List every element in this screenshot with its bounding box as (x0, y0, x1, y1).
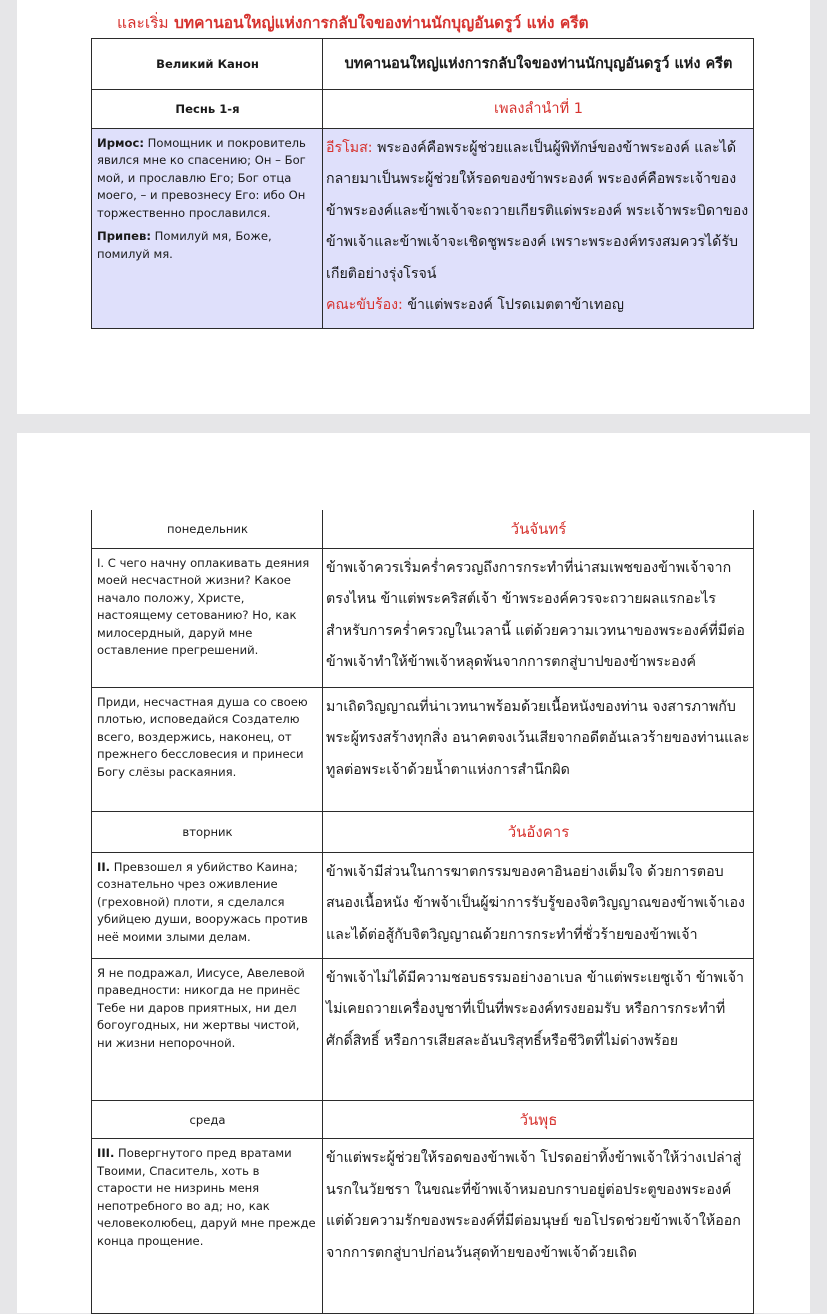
title-prefix: และเริ่ม (117, 14, 169, 32)
irmos-label-th: อีรโมส: (326, 139, 373, 156)
irmos-text-th: พระองค์คือพระผู้ช่วยและเป็นผู้พิทักษ์ของข้าพระองค์ และได้กลายมาเป็นพระผู้ช่วยให้รอดของข้าพระองค์ พระองค์คือพระเจ้าของข้าพระองค์และข้าพเจ้าจะถวายเกียรติแด่พระองค์ พระเจ้าพระบิดาของข้าพเจ้าและข้าพเจ้าจะเชิดชูพระองค์ เพราะพระองค์ทรงสมควรได้รับเกียติอย่างรุ่งโรจน์ (326, 139, 749, 282)
day-th: วันพุธ (323, 1100, 754, 1139)
irmos-th (323, 128, 754, 328)
verse-ru: Я не подражал, Иисусе, Авелевой праведности: никогда не принёс Тебе ни даров приятных, ни дел богоугодных, ни жертвы чистой, ни жизни непорочной. (92, 958, 323, 1100)
refrain-label-ru: Припев: (97, 229, 151, 243)
canon-table-verses (91, 510, 754, 1314)
verse-number: II. (97, 859, 111, 874)
page-1 (17, 0, 810, 414)
table-row (92, 958, 754, 1100)
verse-ru (92, 852, 323, 958)
verse-th: มาเถิดวิญญาณที่น่าเวทนาพร้อมด้วยเนื้อหนังของท่าน จงสารภาพกับพระผู้ทรงสร้างทุกสิ่ง อนาคตจงเว้นเสียจากอดีตอันเลวร้ายของท่านและทูลต่อพระเจ้าด้วยน้ำตาแห่งการสำนึกผิด (323, 687, 754, 811)
verse-th: ข้าพเจ้ามีส่วนในการฆาตกรรมของคาอินอย่างเต็มใจ ด้วยการตอบสนองเนื้อหนัง ข้าพจ้าเป็นผู้ฆ่าการรับรู้ของจิตวิญญาณของข้าพเจ้าเอง และได้ต่อสู้กับจิตวิญญาณด้วยการกระทำที่ชั่วร้ายของข้าพเจ้า (323, 852, 754, 958)
day-ru: понедельник (92, 510, 323, 548)
irmos-text-ru: Помощник и покровитель явился мне ко спасению; Он – Бог мой, и прославлю Его; Бог отца моего, – и превознесу Его: ибо Он торжественно прославился. (97, 135, 306, 220)
table-row (92, 1139, 754, 1314)
verse-ru (92, 1139, 323, 1314)
table-row (92, 687, 754, 811)
ode-row (92, 90, 754, 129)
verse-th: ข้าพเจ้าควรเริ่มคร่ำครวญถึงการกระทำที่น่าสมเพชของข้าพเจ้าจากตรงไหน ข้าแต่พระคริสต์เจ้า ข้าพระองค์ควรจะถวายผลแรกอะไรสำหรับการคร่ำครวญในเวลานี้ แต่ด้วยความเวทนาของพระองค์ที่มีต่อข้าพเจ้าทำให้ข้าพเจ้าหลุดพ้นจากการตกสู่บาปของข้าพระองค์ (323, 548, 754, 687)
day-th: วันอังคาร (323, 811, 754, 852)
title-main: บทคานอนใหญ่แห่งการกลับใจของท่านนักบุญอันดรูว์ แห่ง ครีต (174, 14, 589, 32)
refrain-text-th: ข้าแต่พระองค์ โปรดเมตตาข้าเทอญ (407, 297, 624, 313)
day-row-wednesday (92, 1100, 754, 1139)
canon-table-header (91, 38, 754, 329)
verse-th: ข้าแต่พระผู้ช่วยให้รอดของข้าพเจ้า โปรดอย่าทิ้งข้าพเจ้าให้ว่างเปล่าสู่นรกในวัยชรา ในขณะที่ข้าพเจ้าหมอบกราบอยู่ต่อประตูของพระองค์ แต่ด้วยความรักของพระองค์ที่มีต่อมนุษย์ ขอโปรดช่วยข้าพเจ้าให้ออกจากการตกสู่บาปก่อนวันสุดท้ายของข้าพเจ้าด้วยเถิด (323, 1139, 754, 1314)
page-2 (17, 433, 810, 1313)
verse-text: Повергнутого пред вратами Твоими, Спаситель, хоть в старости не низринь меня непотребного во ад; но, как человеколюбец, даруй мне прежде конца прощение. (97, 1146, 316, 1248)
verse-th: ข้าพเจ้าไม่ได้มีความชอบธรรมอย่างอาเบล ข้าแต่พระเยซูเจ้า ข้าพเจ้าไม่เคยถวายเครื่องบูชาที่เป็นที่พระองค์ทรงยอมรับ หรือการกระทำที่ศักดิ์สิทธิ์ หรือการเสียสละอันบริสุทธิ์หรือชีวิตที่ไม่ด่างพร้อย (323, 958, 754, 1100)
verse-ru: I. С чего начну оплакивать деяния моей несчастной жизни? Какое начало положу, Христе, настоящему сетованию? Но, как милосердный, даруй мне оставление прегрешений. (92, 548, 323, 687)
refrain-label-th: คณะขับร้อง: (326, 297, 403, 313)
verse-ru: Приди, несчастная душа со своею плотью, исповедайся Создателю всего, воздержись, наконец, от прежнего бессловесия и принеси Богу слёзы раскаяния. (92, 687, 323, 811)
refrain-text-ru: Помилуй мя, Боже, помилуй мя. (97, 229, 272, 261)
irmos-row (92, 128, 754, 328)
day-row-tuesday (92, 811, 754, 852)
header-th: บทคานอนใหญ่แห่งการกลับใจของท่านนักบุญอันดรูว์ แห่ง ครีต (323, 39, 754, 90)
table-row (92, 548, 754, 687)
day-row-monday (92, 510, 754, 548)
day-ru: вторник (92, 811, 323, 852)
table-header-row (92, 39, 754, 90)
ode-th: เพลงลำนำที่ 1 (323, 90, 754, 129)
document-title (117, 10, 589, 35)
day-ru: среда (92, 1100, 323, 1139)
header-ru: Великий Канон (92, 39, 323, 90)
verse-number: III. (97, 1146, 115, 1160)
table-row (92, 852, 754, 958)
day-th: วันจันทร์ (323, 510, 754, 548)
verse-text: Превзошел я убийство Каина; сознательно чрез оживление (греховной) плоти, я сделался убийцею души, вооружась против неё моими злыми делам. (97, 859, 308, 944)
irmos-ru (92, 128, 323, 328)
ode-ru: Песнь 1-я (92, 90, 323, 129)
irmos-label-ru: Ирмос: (97, 135, 144, 150)
